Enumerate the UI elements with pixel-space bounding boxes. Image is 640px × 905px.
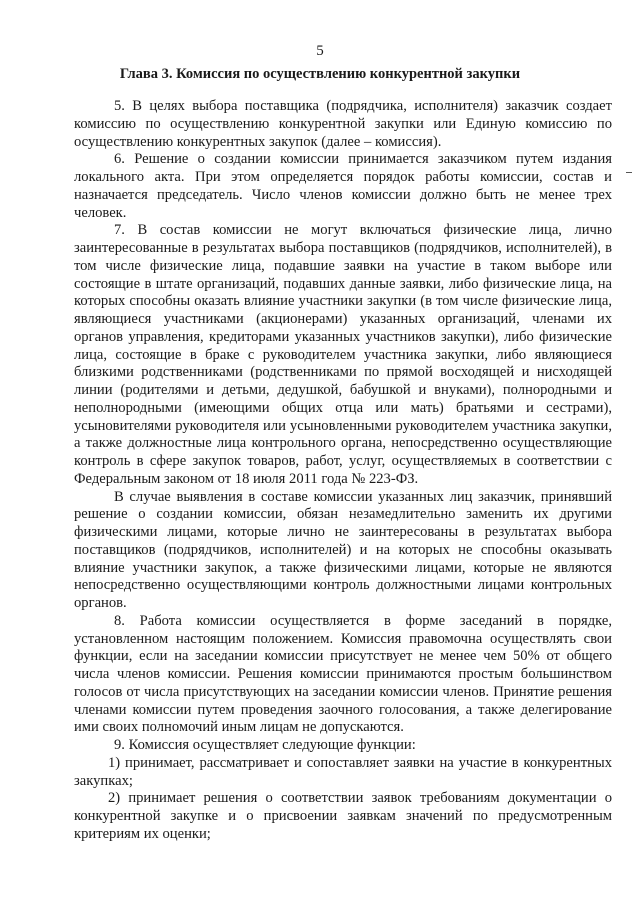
paragraph-clause-9: 9. Комиссия осуществляет следующие функции: (114, 737, 416, 753)
page-number: 5 (316, 43, 324, 59)
paragraph-clause-5: 5. В целях выбора поставщика (подрядчика, исполнителя) заказчик создает комиссию по осуществлению конкурентной закупки или Единую комиссию по осуществлению конкурентных закупок (далее – комиссия). (74, 98, 612, 150)
document-body (74, 98, 612, 844)
margin-mark (626, 172, 632, 173)
paragraph-clause-6: 6. Решение о создании комиссии принимается заказчиком путем издания локального акта. При этом определяется порядок работы комиссии, состав и назначается председатель. Число членов комиссии должно быть не менее трех человек. (74, 151, 612, 221)
paragraph-clause-7-continued: В случае выявления в составе комиссии указанных лиц заказчик, принявший решение о создании комиссии, обязан незамедлительно заменить их другими физическими лицами, которые лично не заинтересованы в результатах выбора поставщиков (подрядчиков, исполнителей) и на которых не способны оказывать влияние участники закупок, а также физическими лицами, которые не являются непосредственно осуществляющими контроль должностными лицами контрольных органов. (74, 488, 612, 611)
list-item-function-1: 1) принимает, рассматривает и сопоставляет заявки на участие в конкурентных закупках; (74, 754, 612, 789)
paragraph-clause-7: 7. В состав комиссии не могут включаться физические лица, лично заинтересованные в результатах выбора поставщиков (подрядчиков, исполнителей), в том числе физические лица, подавшие заявки на участие в таком выборе или состоящие в штате организаций, подавших данные заявки, либо физические лица, на которых способны оказать влияние участники закупки (в том числе физические лица, являющиеся участниками (акционерами) указанных организаций, членами их органов управления, кредиторами указанных участников закупки), либо физические лица, состоящие в браке с руководителем участника закупки, либо являющиеся близкими родственниками (родственниками по прямой восходящей и нисходящей линии (родителями и детьми, дедушкой, бабушкой и внуками), полнородными и неполнородными (имеющими общих отца или мать) братьями и сестрами), усыновителями руководителя или усыновленными руководителем участника закупки, а также должностные лица контрольного органа, непосредственно осуществляющие контроль в сфере закупок товаров, работ, услуг, осуществляемых в соответствии с Федеральным законом от 18 июля 2011 года № 223-ФЗ. (74, 222, 612, 487)
list-item-function-2: 2) принимает решения о соответствии заявок требованиям документации о конкурентной закупке и о присвоении заявкам значений по предусмотренным критериям их оценки; (74, 790, 612, 842)
chapter-title: Глава 3. Комиссия по осуществлению конкурентной закупки (119, 66, 521, 82)
paragraph-clause-8: 8. Работа комиссии осуществляется в форме заседаний в порядке, установленном настоящим положением. Комиссия правомочна осуществлять свои функции, если на заседании комиссии присутствует не менее чем 50% от общего числа членов комиссии. Решения комиссии принимаются простым большинством голосов от числа присутствующих на заседании комиссии членов. Принятие решения членами комиссии путем проведения заочного голосования, а также делегирование ими своих полномочий иным лицам не допускаются. (74, 612, 612, 736)
